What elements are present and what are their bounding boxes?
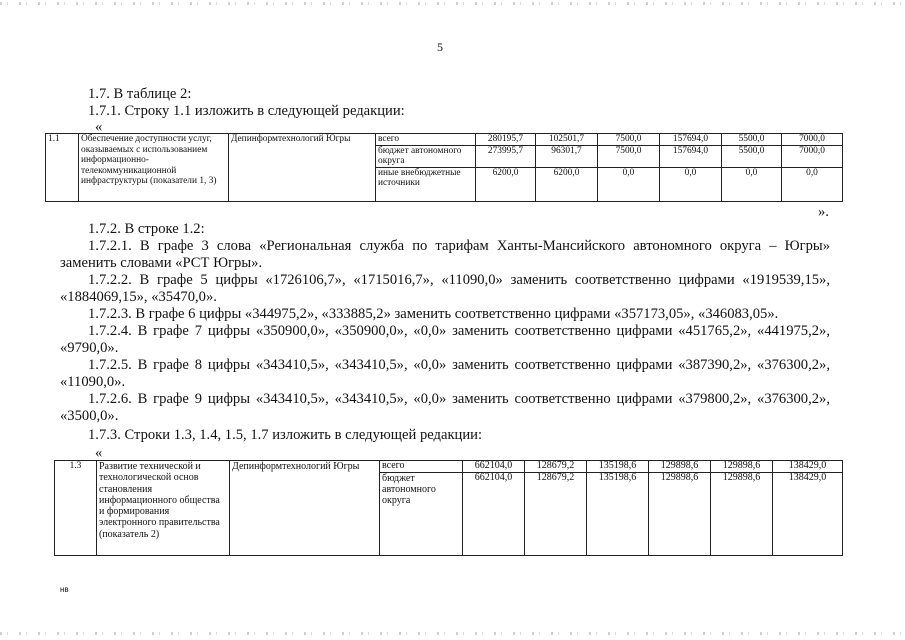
value-cell: 662104,0	[463, 461, 525, 473]
value-cell: 0,0	[782, 167, 843, 201]
table-row-1-1	[45, 133, 843, 202]
value-cell: 128679,2	[525, 461, 587, 473]
value-cell: 138429,0	[773, 461, 843, 473]
value-cell: 5500,0	[722, 145, 782, 167]
row-name: Обеспечение доступности услуг, оказываемых с использованием информационно-телекоммуникационной инфраструктуры (показатели 1, 3)	[79, 134, 229, 202]
row-org: Депинформтехнологий Югры	[229, 134, 376, 202]
value-cell: 138429,0	[773, 472, 843, 555]
row-number: 1.1	[46, 134, 79, 202]
scan-noise-top	[0, 2, 905, 5]
scan-noise-bottom	[0, 632, 905, 635]
source-cell: всего	[380, 461, 463, 473]
value-cell: 0,0	[660, 167, 722, 201]
heading-1-7: 1.7. В таблице 2:	[88, 86, 192, 102]
bottom-mark: нв	[60, 585, 69, 594]
value-cell: 6200,0	[476, 167, 536, 201]
item-1-7-2-1: 1.7.2.1. В графе 3 слова «Региональная служба по тарифам Ханты-Мансийского автономного округа – Югры» заменить словами «РСТ Югры».	[60, 238, 830, 271]
row-org: Депинформтехнологий Югры	[230, 461, 380, 556]
table-row-1-3	[54, 460, 843, 556]
value-cell: 0,0	[598, 167, 660, 201]
value-cell: 0,0	[722, 167, 782, 201]
item-1-7-2-4: 1.7.2.4. В графе 7 цифры «350900,0», «350900,0», «0,0» заменить соответственно цифрами «451765,2», «441975,2», «9790,0».	[60, 323, 830, 356]
value-cell: 102501,7	[536, 134, 598, 146]
table-row	[46, 134, 843, 146]
value-cell: 129898,6	[649, 472, 711, 555]
row-number: 1.3	[55, 461, 97, 556]
value-cell: 157694,0	[660, 145, 722, 167]
page-number: 5	[437, 40, 443, 54]
item-1-7-1: 1.7.1. Строку 1.1 изложить в следующей редакции:	[88, 103, 405, 119]
item-1-7-2-5: 1.7.2.5. В графе 8 цифры «343410,5», «343410,5», «0,0» заменить соответственно цифрами «387390,2», «376300,2», «11090,0».	[60, 357, 830, 390]
value-cell: 7500,0	[598, 134, 660, 146]
source-cell: бюджет автономного округа	[380, 472, 463, 555]
value-cell: 128679,2	[525, 472, 587, 555]
close-quote-1: ».	[818, 204, 829, 220]
value-cell: 135198,6	[587, 461, 649, 473]
open-quote-1: «	[95, 119, 103, 135]
row-name: Развитие технической и технологической основ становления информационного общества и формирования электронного правительства (показатель 2)	[97, 461, 230, 556]
value-cell: 129898,6	[711, 472, 773, 555]
value-cell: 7000,0	[782, 145, 843, 167]
item-1-7-2-2: 1.7.2.2. В графе 5 цифры «1726106,7», «1715016,7», «11090,0» заменить соответственно цифрами «1919539,15», «1884069,15», «35470,0».	[60, 272, 830, 305]
open-quote-2: «	[95, 445, 103, 461]
item-1-7-3: 1.7.3. Строки 1.3, 1.4, 1.5, 1.7 изложить в следующей редакции:	[88, 427, 483, 443]
value-cell: 96301,7	[536, 145, 598, 167]
value-cell: 7000,0	[782, 134, 843, 146]
item-1-7-2-3: 1.7.2.3. В графе 6 цифры «344975,2», «333885,2» заменить соответственно цифрами «357173,05», «346083,05».	[88, 306, 779, 322]
value-cell: 6200,0	[536, 167, 598, 201]
value-cell: 662104,0	[463, 472, 525, 555]
source-cell: иные внебюджетные источники	[376, 167, 476, 201]
source-cell: всего	[376, 134, 476, 146]
value-cell: 157694,0	[660, 134, 722, 146]
value-cell: 129898,6	[711, 461, 773, 473]
value-cell: 273995,7	[476, 145, 536, 167]
item-1-7-2: 1.7.2. В строке 1.2:	[88, 221, 205, 237]
value-cell: 280195,7	[476, 134, 536, 146]
source-cell: бюджет автономного округа	[376, 145, 476, 167]
item-1-7-2-6: 1.7.2.6. В графе 9 цифры «343410,5», «343410,5», «0,0» заменить соответственно цифрами «379800,2», «376300,2», «3500,0».	[60, 391, 830, 424]
table-row	[55, 461, 843, 473]
value-cell: 135198,6	[587, 472, 649, 555]
value-cell: 5500,0	[722, 134, 782, 146]
value-cell: 129898,6	[649, 461, 711, 473]
value-cell: 7500,0	[598, 145, 660, 167]
